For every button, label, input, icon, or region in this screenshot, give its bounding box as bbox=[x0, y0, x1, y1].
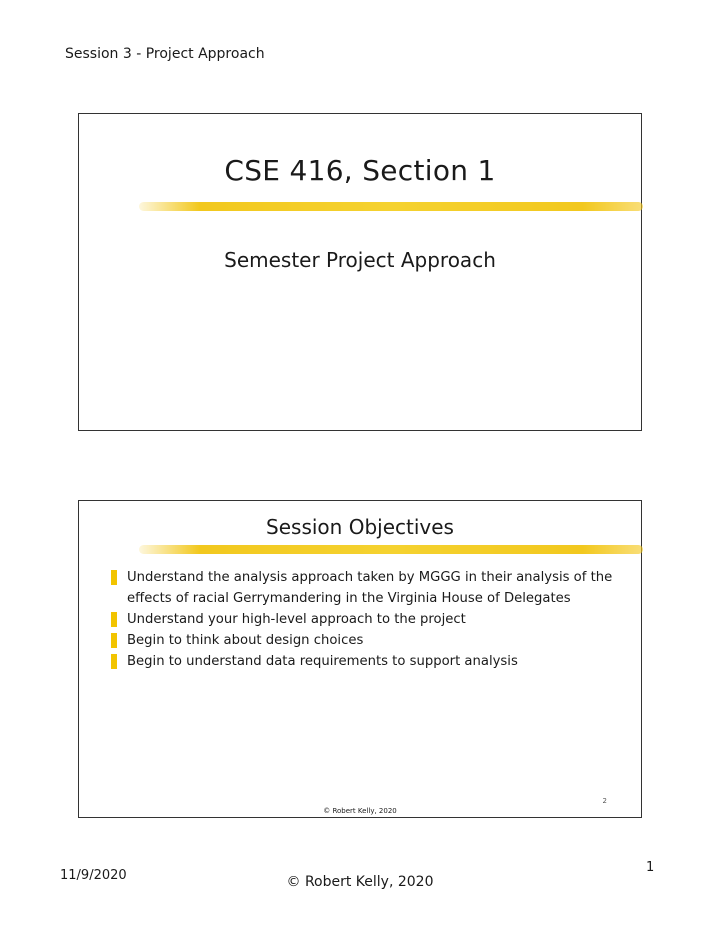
bullet-marker-icon bbox=[111, 612, 117, 627]
objectives-list bbox=[111, 567, 621, 672]
slide-2-title: Session Objectives bbox=[266, 515, 454, 539]
list-item bbox=[111, 651, 621, 672]
bullet-text: Understand the analysis approach taken by MGGG in their analysis of the effects of racial Gerrymandering in the Virginia House of Delegates bbox=[127, 570, 613, 606]
list-item bbox=[111, 609, 621, 630]
bullet-marker-icon bbox=[111, 570, 117, 585]
footer-copyright: © Robert Kelly, 2020 bbox=[286, 874, 434, 890]
bullet-marker-icon bbox=[111, 633, 117, 648]
slide-1-title: CSE 416, Section 1 bbox=[224, 154, 496, 187]
footer-page-number: 1 bbox=[646, 860, 655, 875]
title-highlight-stroke bbox=[139, 202, 643, 211]
bullet-text: Understand your high-level approach to the project bbox=[127, 612, 466, 627]
slide-copyright: © Robert Kelly, 2020 bbox=[323, 807, 397, 815]
list-item bbox=[111, 567, 621, 609]
title-highlight-stroke bbox=[139, 545, 643, 554]
slide-1 bbox=[78, 113, 642, 431]
slide-2 bbox=[78, 500, 642, 818]
slide-1-subtitle: Semester Project Approach bbox=[224, 248, 496, 272]
footer-date: 11/9/2020 bbox=[60, 868, 127, 883]
page-header: Session 3 - Project Approach bbox=[65, 46, 265, 62]
bullet-text: Begin to think about design choices bbox=[127, 633, 364, 648]
slide-number: 2 bbox=[602, 797, 607, 805]
bullet-text: Begin to understand data requirements to support analysis bbox=[127, 654, 518, 669]
bullet-marker-icon bbox=[111, 654, 117, 669]
list-item bbox=[111, 630, 621, 651]
